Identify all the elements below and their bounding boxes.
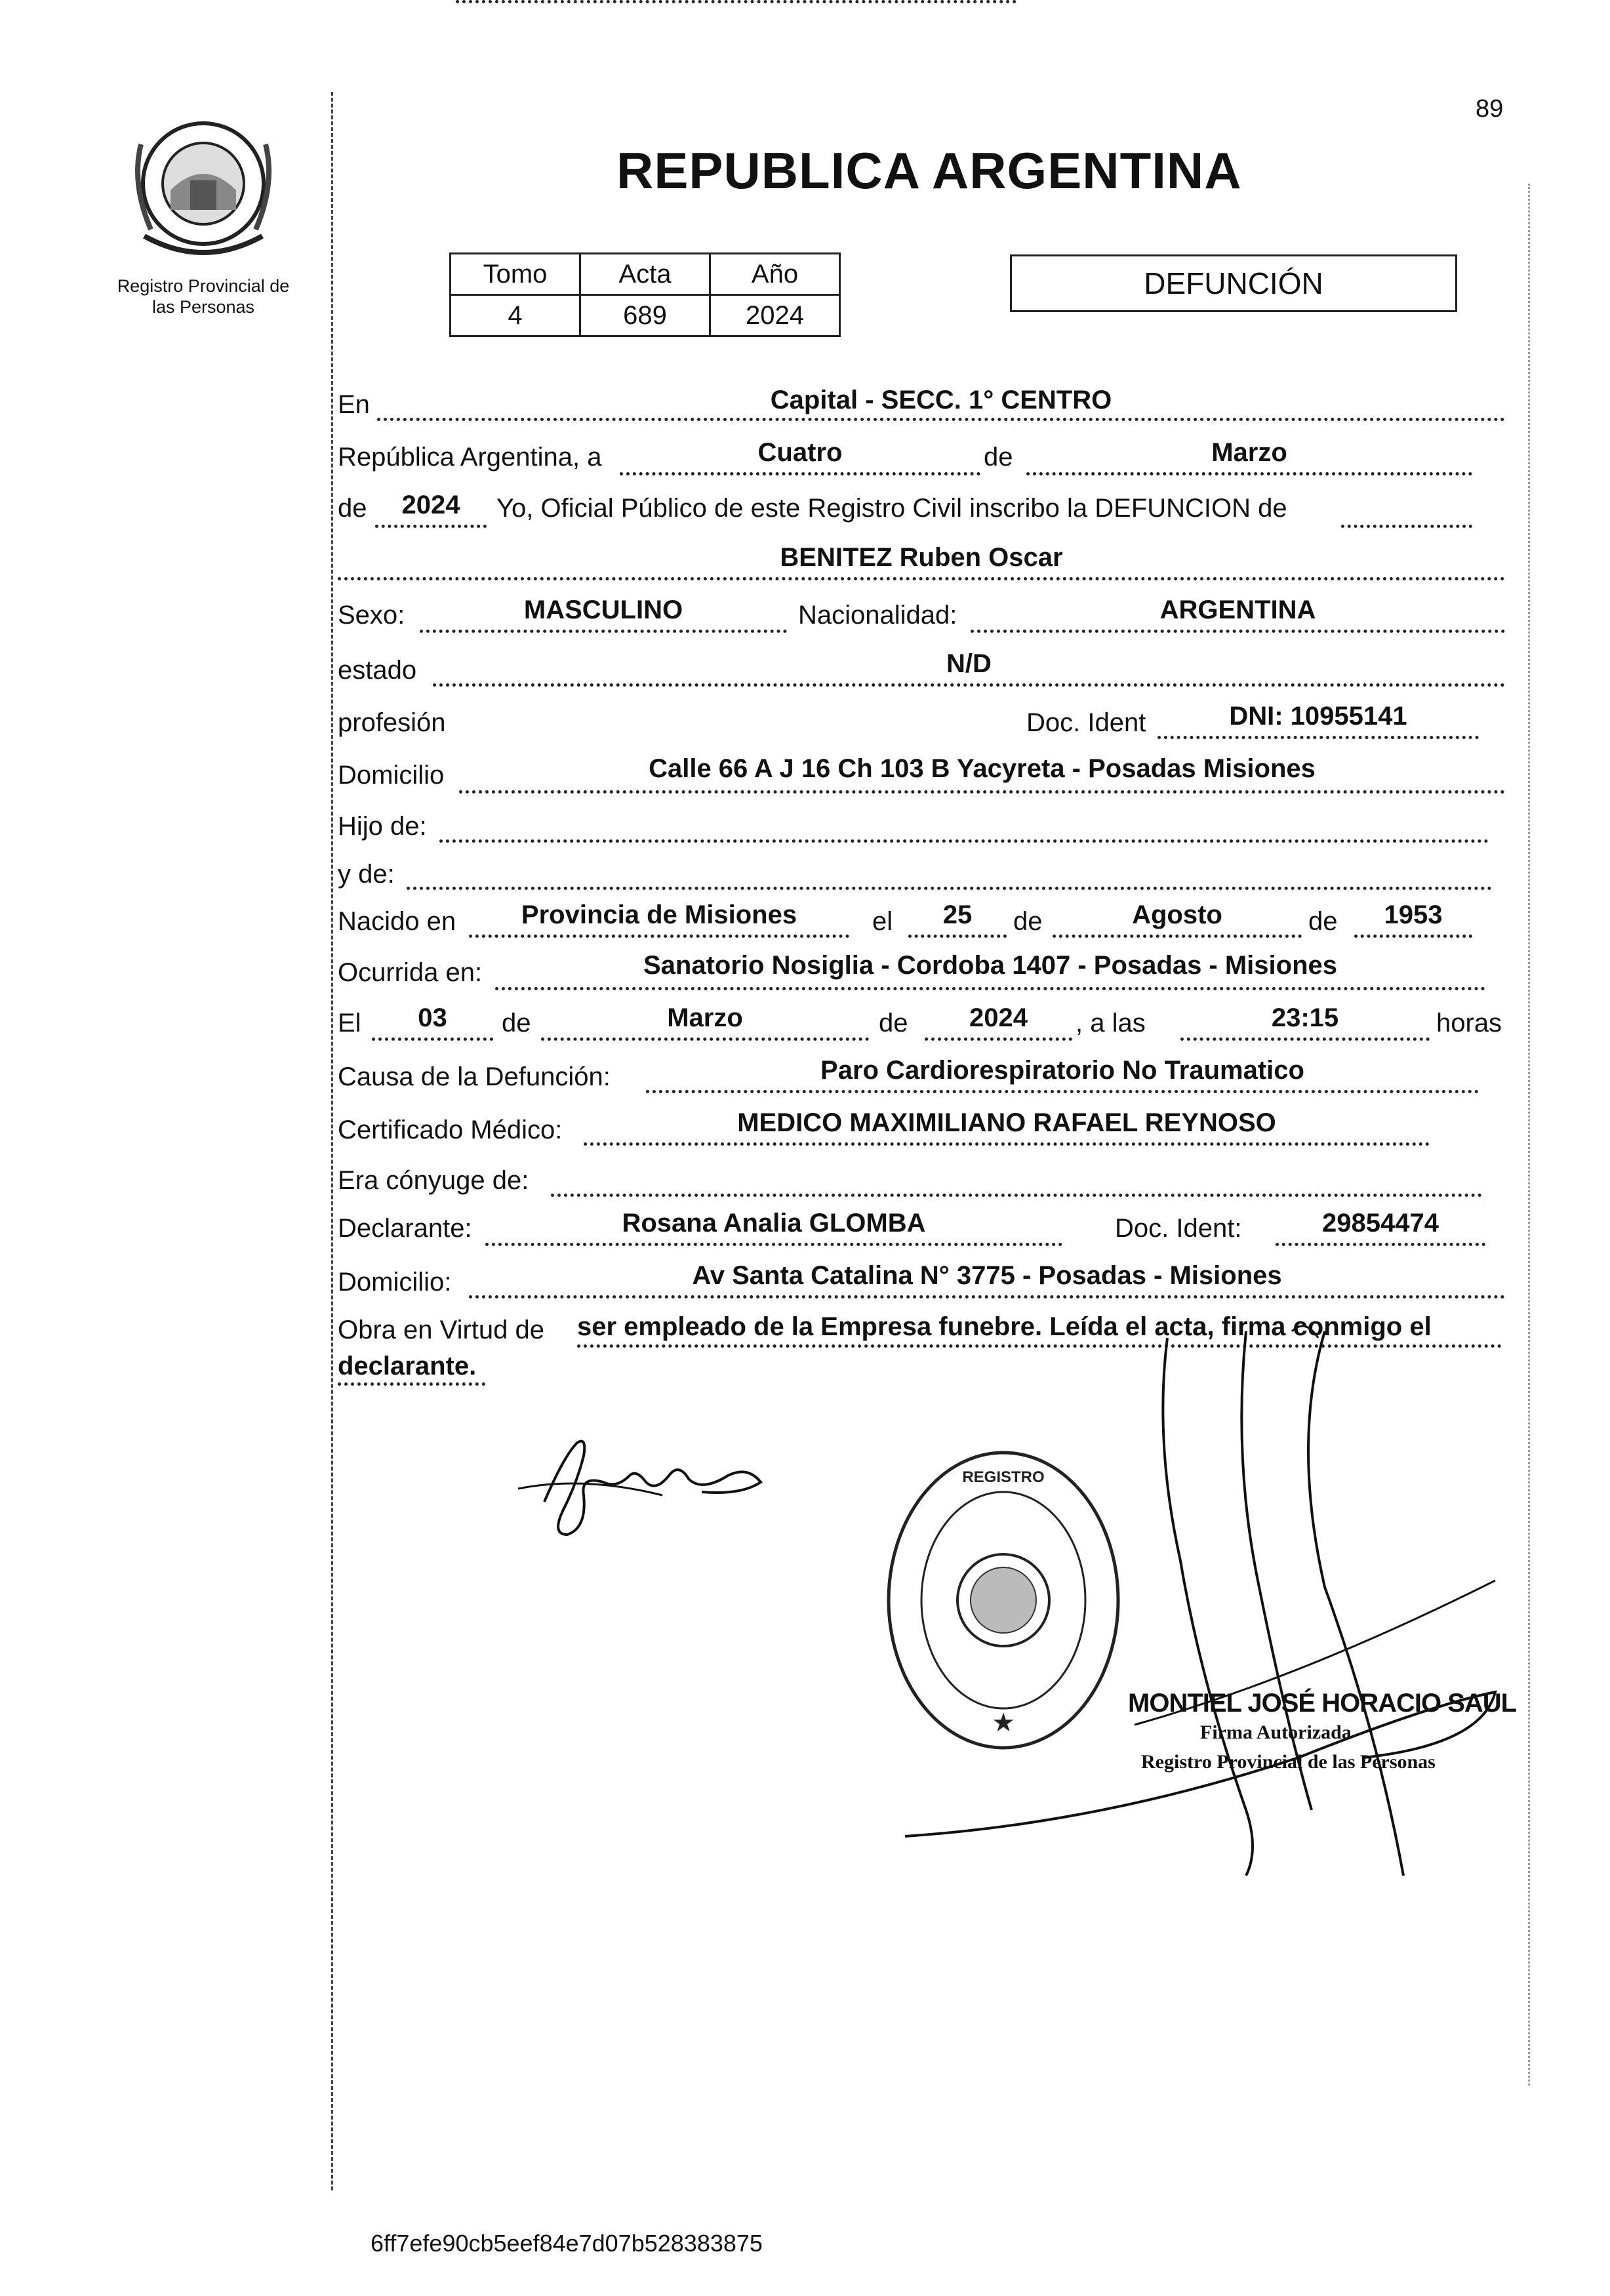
declarante-doc-value: 29854474	[1322, 1209, 1439, 1238]
ref-value-tomo: 4	[451, 295, 580, 336]
stamp-official-registry: Registro Provincial de las Personas	[1141, 1751, 1436, 1773]
doc-type: DEFUNCIÓN	[1144, 266, 1323, 300]
birth-day-dots	[908, 935, 1007, 938]
stamp-official-role: Firma Autorizada	[1200, 1722, 1352, 1743]
nacido-label: Nacido en	[338, 907, 456, 936]
svg-text:★: ★	[992, 1708, 1015, 1737]
day-dots	[620, 472, 980, 475]
month-word: Marzo	[1211, 438, 1287, 467]
death-month: Marzo	[667, 1003, 743, 1032]
ref-value-ano: 2024	[710, 295, 840, 336]
republica-label: República Argentina, a	[338, 443, 602, 472]
year-dots	[375, 525, 487, 528]
death-day: 03	[418, 1003, 447, 1032]
sexo-value: MASCULINO	[523, 595, 683, 624]
nacido-value: Provincia de Misiones	[521, 900, 797, 929]
en-label: En	[338, 390, 370, 419]
obra-dots2	[338, 1382, 485, 1386]
en-value: Capital - SECC. 1° CENTRO	[770, 386, 1112, 414]
stamp-official-name: MONTIEL JOSÉ HORACIO SAUL	[1128, 1689, 1517, 1718]
obra-label: Obra en Virtud de	[338, 1316, 545, 1344]
de-label-3: de	[1013, 907, 1043, 936]
official-signature	[905, 1312, 1528, 1902]
birth-year: 1953	[1384, 900, 1443, 929]
horas-label: horas	[1436, 1009, 1502, 1037]
y-de-label: y de:	[338, 860, 395, 889]
death-time: 23:15	[1271, 1003, 1339, 1032]
declarante-doc-dots	[1276, 1243, 1485, 1246]
doc-ident-dots	[1157, 736, 1479, 739]
sexo-dots	[420, 630, 787, 633]
declarant-signature	[505, 1430, 780, 1548]
registry-line2: las Personas	[151, 297, 255, 317]
death-month-dots	[541, 1037, 869, 1041]
sexo-label: Sexo:	[338, 601, 405, 630]
ocurrida-value: Sanatorio Nosiglia - Cordoba 1407 - Posadas - Misiones	[643, 951, 1338, 980]
doc-ident-value: DNI: 10955141	[1229, 702, 1407, 731]
name-dots	[338, 577, 1505, 580]
ref-value-acta: 689	[580, 295, 710, 336]
nacido-dots	[469, 935, 849, 938]
death-year: 2024	[969, 1003, 1028, 1032]
nacionalidad-value: ARGENTINA	[1159, 595, 1316, 624]
causa-dots	[646, 1090, 1479, 1093]
certificado-value: MEDICO MAXIMILIANO RAFAEL REYNOSO	[737, 1108, 1276, 1137]
estado-label: estado	[338, 656, 417, 685]
death-time-dots	[1180, 1037, 1430, 1041]
domicilio2-dots	[469, 1295, 1505, 1299]
estado-value: N/D	[946, 649, 992, 678]
estado-dots	[433, 683, 1505, 687]
day-word: Cuatro	[757, 438, 843, 467]
de-label-6: de	[879, 1009, 908, 1037]
hijo-dots	[439, 839, 1489, 843]
obra-value1: ser empleado de la Empresa funebre. Leída el acta, firma conmigo el	[577, 1312, 1432, 1341]
domicilio-label: Domicilio	[338, 761, 445, 790]
ocurrida-dots	[495, 987, 1485, 990]
el-label: el	[872, 907, 893, 936]
left-margin-line	[331, 92, 333, 2190]
birth-month: Agosto	[1132, 900, 1222, 929]
profesion-label: profesión	[338, 708, 446, 737]
el-cap-label: El	[338, 1009, 361, 1037]
nacionalidad-dots	[971, 630, 1505, 633]
ref-header-tomo: Tomo	[451, 254, 580, 295]
declarante-dots	[485, 1243, 1062, 1246]
ref-header-acta: Acta	[580, 254, 710, 295]
obra-value2: declarante.	[338, 1352, 477, 1380]
conyuge-dots	[551, 1194, 1482, 1197]
emblem-caption	[98, 275, 308, 317]
domicilio2-label: Domicilio:	[338, 1268, 452, 1297]
conyuge-label: Era cónyuge de:	[338, 1166, 529, 1195]
domicilio2-value: Av Santa Catalina N° 3775 - Posadas - Misiones	[692, 1261, 1282, 1290]
certificado-dots	[584, 1142, 1430, 1146]
doc-ident-label: Doc. Ident	[1026, 708, 1146, 737]
de-label-2: de	[338, 494, 367, 523]
profesion-dots	[456, 0, 1016, 3]
domicilio-value: Calle 66 A J 16 Ch 103 B Yacyreta - Posadas Misiones	[649, 754, 1316, 783]
birth-day: 25	[942, 900, 973, 929]
oficial-dots	[1341, 525, 1472, 528]
domicilio-dots	[459, 790, 1505, 794]
declarante-value: Rosana Analia GLOMBA	[622, 1209, 926, 1238]
ref-header-ano: Año	[710, 254, 840, 295]
page-number: 89	[1476, 95, 1504, 123]
en-dots	[377, 418, 1505, 421]
causa-label: Causa de la Defunción:	[338, 1062, 611, 1091]
nacionalidad-label: Nacionalidad:	[798, 601, 957, 630]
death-day-dots	[372, 1037, 493, 1041]
doc-type-box	[1010, 254, 1457, 312]
death-year-dots	[925, 1037, 1072, 1041]
province-emblem	[125, 105, 282, 262]
hijo-label: Hijo de:	[338, 812, 427, 841]
registry-line1: Registro Provincial de	[117, 276, 290, 296]
record-year: 2024	[401, 491, 460, 519]
svg-text:REGISTRO: REGISTRO	[962, 1468, 1045, 1486]
birth-month-dots	[1053, 935, 1302, 938]
a-las-label: , a las	[1076, 1009, 1146, 1037]
de-label-5: de	[502, 1009, 531, 1037]
ocurrida-label: Ocurrida en:	[338, 958, 483, 987]
declarante-doc-label: Doc. Ident:	[1115, 1214, 1242, 1243]
reference-table	[449, 252, 841, 337]
document-hash: 6ff7efe90cb5eef84e7d07b528383875	[371, 2230, 763, 2257]
y-de-dots	[407, 887, 1492, 890]
de-label-1: de	[984, 443, 1013, 472]
page-title: REPUBLICA ARGENTINA	[616, 142, 1242, 199]
month-dots	[1026, 472, 1472, 475]
certificado-label: Certificado Médico:	[338, 1116, 563, 1144]
right-margin-marks	[1528, 184, 1530, 2085]
de-label-4: de	[1308, 907, 1338, 936]
causa-value: Paro Cardiorespiratorio No Traumatico	[820, 1056, 1304, 1085]
birth-year-dots	[1354, 935, 1472, 938]
deceased-name: BENITEZ Ruben Oscar	[780, 543, 1063, 572]
oficial-text: Yo, Oficial Público de este Registro Civil inscribo la DEFUNCION de	[496, 494, 1287, 523]
declarante-label: Declarante:	[338, 1214, 472, 1243]
